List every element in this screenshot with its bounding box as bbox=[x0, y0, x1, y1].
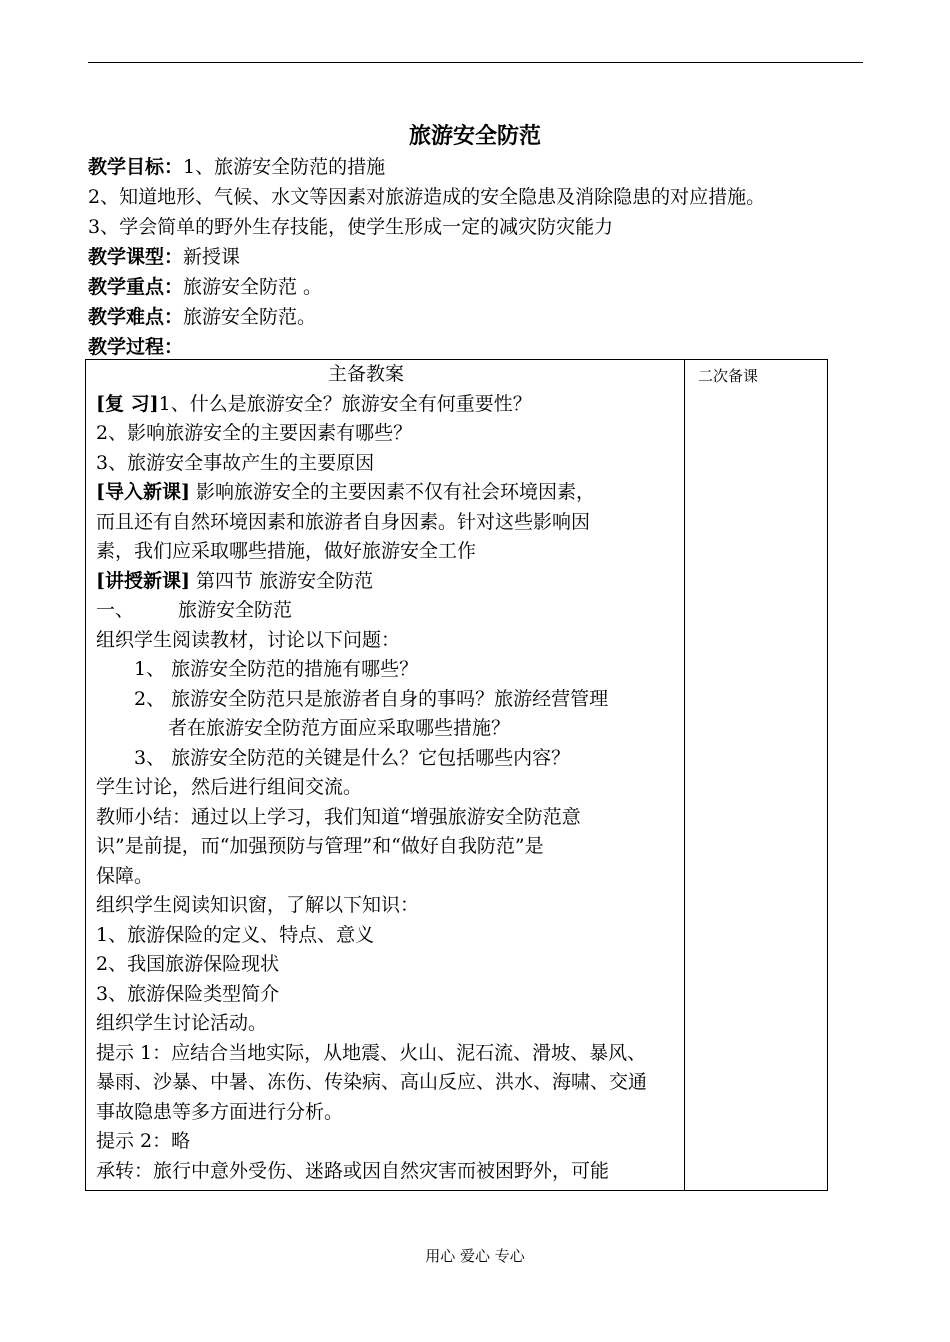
main-plan-header: 主备教案 bbox=[327, 363, 404, 385]
question-3: 3、 旅游安全防范的关键是什么？它包括哪些内容？ bbox=[134, 746, 571, 769]
lesson-meta bbox=[88, 152, 888, 362]
teach-row bbox=[96, 567, 678, 597]
key-value: 旅游安全防范 。 bbox=[183, 276, 323, 298]
part1-title: 旅游安全防范 bbox=[178, 599, 293, 621]
hint1-l3: 事故隐患等多方面进行分析。 bbox=[96, 1100, 344, 1123]
review-q1: 1、什么是旅游安全？旅游安全有何重要性？ bbox=[158, 392, 532, 415]
summary-l2: 识”是前提，而“加强预防与管理”和“做好自我防范”是 bbox=[96, 835, 544, 857]
intro-l2: 而且还有自然环境因素和旅游者自身因素。针对这些影响因 bbox=[96, 510, 591, 533]
key-label: 教学重点： bbox=[88, 276, 184, 298]
question-1: 1、 旅游安全防范的措施有哪些？ bbox=[134, 658, 419, 680]
teach-tag: [讲授新课] bbox=[96, 569, 190, 592]
hint2-line: 提示 2：略 bbox=[96, 1130, 191, 1152]
page-footer: 用心 爱心 专心 bbox=[425, 1247, 525, 1265]
intro-tag: [导入新课] bbox=[96, 481, 190, 503]
objective-line bbox=[88, 152, 888, 182]
difficulty-line bbox=[88, 302, 888, 332]
header-rule bbox=[88, 62, 863, 63]
lesson-table bbox=[85, 359, 828, 1191]
type-line bbox=[88, 242, 888, 272]
summary-l1: 教师小结：通过以上学习，我们知道“增强旅游安全防范意 bbox=[96, 805, 581, 828]
objective-2: 2、知道地形、气候、水文等因素对旅游造成的安全隐患及消除隐患的对应措施。 bbox=[88, 186, 766, 208]
objective-label: 教学目标： bbox=[88, 156, 184, 178]
part1-num: 一、 bbox=[96, 599, 135, 621]
review-q3: 3、旅游安全事故产生的主要原因 bbox=[96, 451, 375, 474]
intro-l3: 素，我们应采取哪些措施，做好旅游安全工作 bbox=[96, 540, 477, 562]
type-value: 新授课 bbox=[183, 246, 241, 268]
review-tag: [复 习] bbox=[96, 392, 159, 415]
discuss-line: 学生讨论，然后进行组间交流。 bbox=[96, 776, 363, 798]
column-divider bbox=[684, 360, 685, 1190]
objective-1: 1、旅游安全防范的措施 bbox=[183, 156, 386, 178]
review-q1-row bbox=[96, 390, 678, 420]
intro-row bbox=[96, 478, 678, 508]
process-line bbox=[88, 332, 888, 362]
main-plan-column bbox=[96, 360, 678, 1190]
process-label: 教学过程： bbox=[88, 336, 184, 358]
knowledge-2: 2、我国旅游保险现状 bbox=[96, 953, 280, 975]
intro-l1: 影响旅游安全的主要因素不仅有社会环境因素， bbox=[196, 481, 596, 503]
key-line bbox=[88, 272, 888, 302]
objective-3: 3、学会简单的野外生存技能，使学生形成一定的减灾防灾能力 bbox=[88, 216, 614, 238]
activity-line: 组织学生讨论活动。 bbox=[96, 1012, 268, 1034]
teach-section: 第四节 旅游安全防范 bbox=[196, 569, 374, 592]
difficulty-value: 旅游安全防范。 bbox=[183, 306, 317, 328]
summary-l3: 保障。 bbox=[96, 864, 154, 887]
knowledge-3: 3、旅游保险类型简介 bbox=[96, 982, 280, 1005]
review-q2: 2、影响旅游安全的主要因素有哪些？ bbox=[96, 422, 413, 444]
difficulty-label: 教学难点： bbox=[88, 306, 184, 328]
document-title: 旅游安全防范 bbox=[408, 123, 541, 149]
question-2-line-2: 者在旅游安全防范方面应采取哪些措施？ bbox=[168, 717, 511, 739]
transition-line: 承转：旅行中意外受伤、迷路或因自然灾害而被困野外，可能 bbox=[96, 1159, 610, 1182]
window-prompt: 组织学生阅读知识窗，了解以下知识： bbox=[96, 894, 420, 916]
hint1-l2: 暴雨、沙暴、中暑、冻伤、传染病、高山反应、洪水、海啸、交通 bbox=[96, 1071, 648, 1093]
knowledge-1: 1、旅游保险的定义、特点、意义 bbox=[96, 923, 375, 946]
read-prompt: 组织学生阅读教材，讨论以下问题： bbox=[96, 628, 401, 651]
question-2-line-1: 2、 旅游安全防范只是旅游者自身的事吗？旅游经营管理 bbox=[134, 687, 609, 710]
part1-row bbox=[96, 596, 678, 626]
hint1-l1: 提示 1：应结合当地实际，从地震、火山、泥石流、滑坡、暴风、 bbox=[96, 1041, 647, 1064]
type-label: 教学课型： bbox=[88, 246, 184, 268]
secondary-plan-header: 二次备课 bbox=[698, 367, 759, 385]
